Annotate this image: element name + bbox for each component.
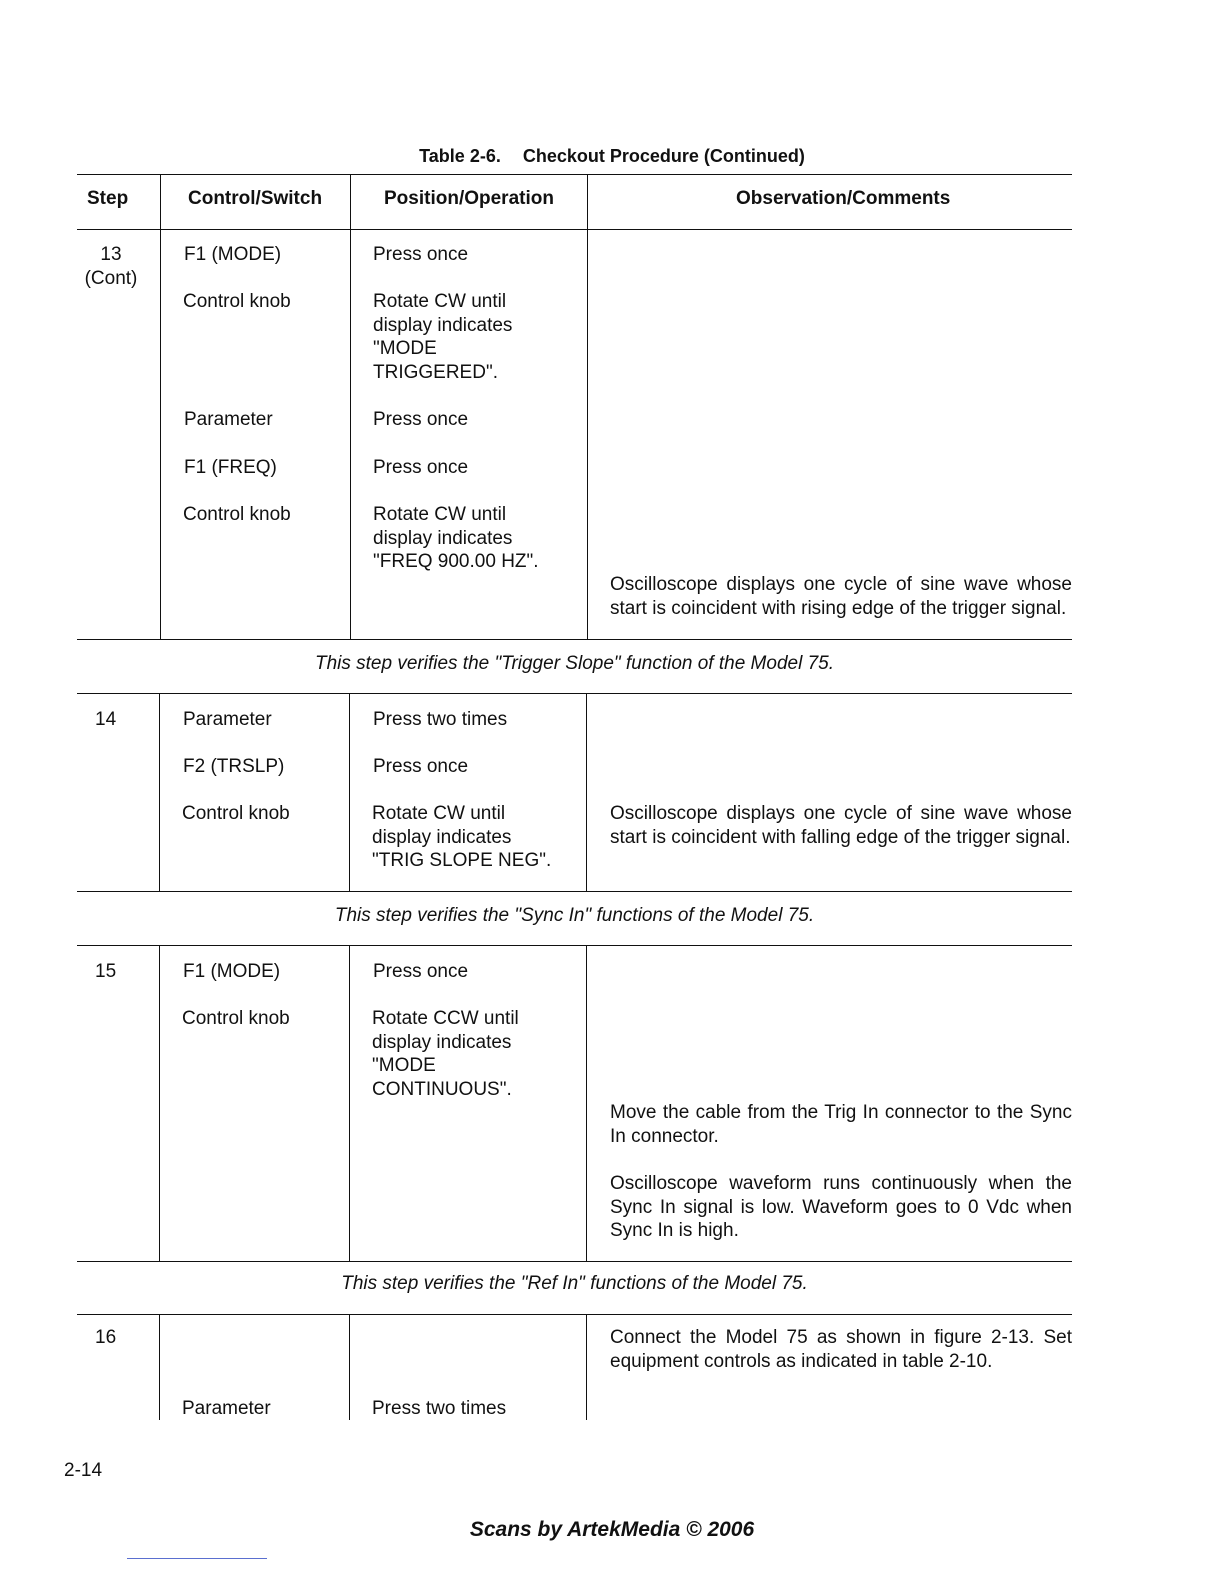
step-14-control-3: Control knob: [182, 803, 290, 824]
step-13-control-4: F1 (FREQ): [184, 457, 277, 478]
step-16-observation: Connect the Model 75 as shown in figure 2-13. Set equipment controls as indicated in table 2-10.: [610, 1327, 1072, 1372]
row-rule: [77, 891, 1072, 892]
step-13-observation: Oscilloscope displays one cycle of sine wave whose start is coincident with rising edge of the trigger signal.: [610, 574, 1072, 619]
step-13-position-2: Rotate CW until display indicates "MODE TRIGGERED".: [373, 291, 513, 383]
header-observation-comments: Observation/Comments: [736, 188, 951, 209]
column-divider: [586, 1314, 587, 1420]
step-13-control-1: F1 (MODE): [184, 244, 282, 265]
column-divider: [159, 693, 160, 891]
table-caption: Checkout Procedure (Continued): [522, 146, 805, 166]
step-14-number: 14: [95, 709, 117, 730]
column-divider: [349, 1314, 350, 1420]
page-number: 2-14: [64, 1460, 103, 1481]
step-15-number: 15: [95, 961, 117, 982]
step-16-control-1: Parameter: [182, 1398, 271, 1419]
row-rule: [77, 693, 1072, 694]
column-divider: [586, 693, 587, 891]
step-13-position-1: Press once: [373, 244, 469, 265]
step-13-number: 13 (Cont): [84, 244, 138, 289]
step-13-position-5: Rotate CW until display indicates "FREQ 900.00 HZ".: [373, 504, 539, 573]
step-14-position-1: Press two times: [373, 709, 508, 730]
header-control-switch: Control/Switch: [188, 188, 323, 209]
step-14-position-3: Rotate CW until display indicates "TRIG SLOPE NEG".: [372, 803, 552, 872]
column-divider: [587, 174, 588, 639]
header-top-rule: [77, 174, 1072, 175]
step-14-position-2: Press once: [373, 756, 469, 777]
row-rule: [77, 639, 1072, 640]
step-15-control-1: F1 (MODE): [183, 961, 281, 982]
header-bottom-rule: [77, 229, 1072, 230]
step-13-control-2: Control knob: [183, 291, 291, 312]
step-15-observation-2: Oscilloscope waveform runs continuously when the Sync In signal is low. Waveform goes to 0 Vdc when Sync In is high.: [610, 1173, 1072, 1242]
table-number: Table 2-6.: [419, 146, 501, 166]
step-16-position-1: Press two times: [372, 1398, 507, 1419]
step-13-control-3: Parameter: [184, 409, 273, 430]
step-13-control-5: Control knob: [183, 504, 291, 525]
step-15-position-1: Press once: [373, 961, 469, 982]
step-15-position-2: Rotate CCW until display indicates "MODE CONTINUOUS".: [372, 1008, 519, 1100]
row-rule: [77, 1314, 1072, 1315]
step-14-observation: Oscilloscope displays one cycle of sine wave whose start is coincident with falling edge of the trigger signal.: [610, 803, 1072, 848]
column-divider: [159, 1314, 160, 1420]
column-divider: [349, 945, 350, 1261]
step-14-control-1: Parameter: [183, 709, 272, 730]
row-rule: [77, 945, 1072, 946]
column-divider: [349, 693, 350, 891]
column-divider: [159, 945, 160, 1261]
step-14-note: This step verifies the "Trigger Slope" function of the Model 75.: [314, 653, 834, 674]
column-divider: [160, 174, 161, 639]
step-13-position-3: Press once: [373, 409, 469, 430]
column-divider: [350, 174, 351, 639]
header-position-operation: Position/Operation: [384, 188, 554, 209]
header-step: Step: [87, 188, 129, 209]
column-divider: [586, 945, 587, 1261]
step-16-note: This step verifies the "Ref In" functions of the Model 75.: [341, 1273, 808, 1294]
step-15-observation-1: Move the cable from the Trig In connector to the Sync In connector.: [610, 1102, 1072, 1147]
step-15-control-2: Control knob: [182, 1008, 290, 1029]
row-rule: [77, 1261, 1072, 1262]
footer-divider: [127, 1558, 267, 1559]
step-14-control-2: F2 (TRSLP): [183, 756, 285, 777]
step-16-number: 16: [95, 1327, 117, 1348]
table-title: [0, 146, 1224, 167]
step-13-position-4: Press once: [373, 457, 469, 478]
scan-credit-footer: Scans by ArtekMedia © 2006: [469, 1518, 755, 1541]
step-15-note: This step verifies the "Sync In" functions of the Model 75.: [334, 905, 815, 926]
